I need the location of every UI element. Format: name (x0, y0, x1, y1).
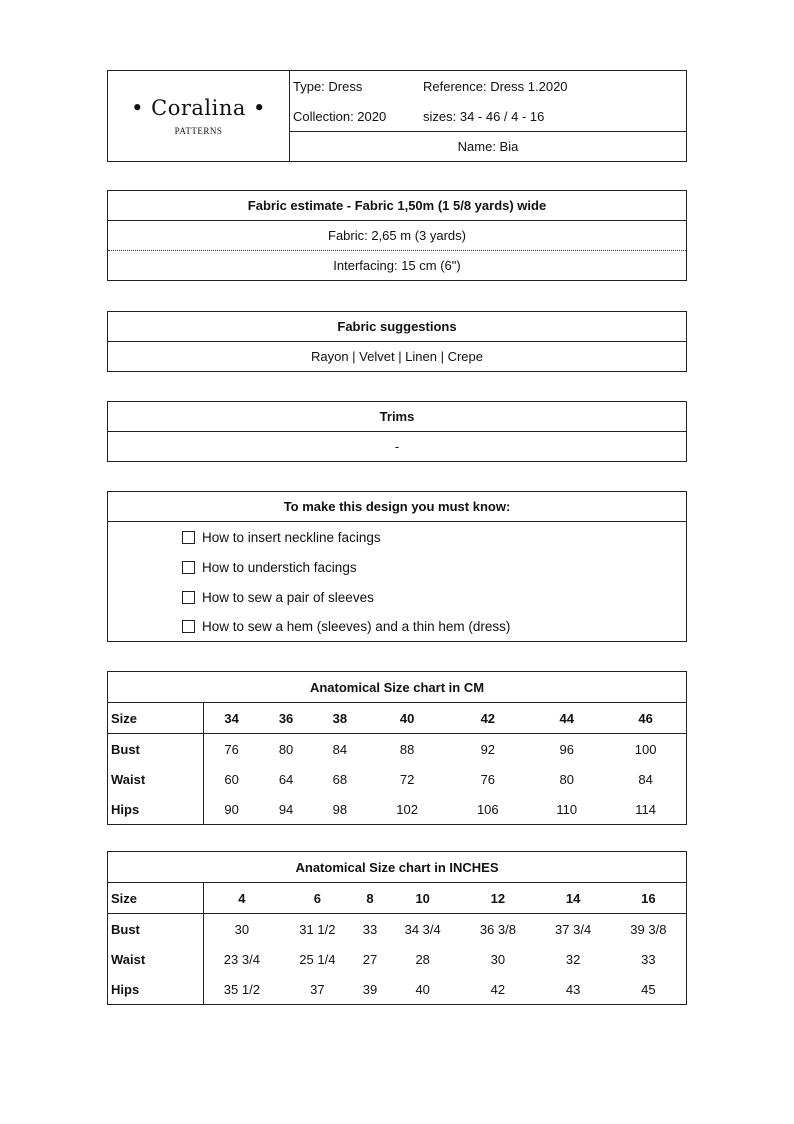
size-cell: 6 (280, 883, 355, 914)
table-row (108, 764, 686, 794)
waist-cell: 33 (641, 951, 656, 967)
row-label: Bust (108, 734, 204, 765)
trims-section (107, 401, 687, 462)
size-cell: 38 (313, 703, 367, 734)
skill-label: How to sew a hem (sleeves) and a thin hem (dress) (202, 619, 511, 634)
waist-cell: 84 (638, 771, 653, 787)
bust-cell: 84 (332, 741, 348, 757)
bust-cell: 34 3/4 (404, 921, 441, 937)
size-cell: 34 (204, 703, 260, 734)
bust-cell: 76 (224, 741, 239, 757)
fabric-suggestions-list: Rayon | Velvet | Linen | Crepe (310, 349, 483, 364)
hips-cell: 42 (490, 981, 506, 997)
table-row (108, 914, 686, 945)
waist-cell: 28 (415, 951, 430, 967)
row-label: Hips (108, 794, 204, 824)
bust-cell: 36 3/8 (479, 921, 516, 937)
size-cell: 36 (259, 703, 313, 734)
waist-cell: 25 1/4 (299, 951, 336, 967)
header-details (290, 71, 686, 132)
hips-cell: 39 (362, 981, 378, 997)
skill-item[interactable] (108, 522, 686, 552)
checkbox-icon[interactable] (182, 620, 195, 633)
pattern-header (107, 70, 687, 162)
fabric-suggestions-title: Fabric suggestions (108, 312, 686, 342)
waist-cell: 30 (490, 951, 506, 967)
skills-section (107, 491, 687, 642)
bust-cell: 100 (634, 741, 657, 757)
size-cell: 42 (447, 703, 528, 734)
size-chart-inches-table (108, 883, 686, 1004)
row-label: Bust (108, 914, 204, 945)
skill-label: How to understich facings (202, 559, 357, 575)
name-field: Name: Bia (457, 139, 519, 154)
waist-cell: 32 (565, 951, 581, 967)
skill-label: How to sew a pair of sleeves (202, 589, 374, 605)
type-field: Type: Dress (293, 79, 363, 94)
size-cell: 12 (460, 883, 535, 914)
brand-logo (108, 71, 290, 161)
waist-cell: 23 3/4 (223, 951, 260, 967)
hips-cell: 35 1/2 (223, 981, 260, 997)
skills-title: To make this design you must know: (108, 492, 686, 522)
hips-cell: 94 (278, 801, 294, 817)
table-row (108, 794, 686, 824)
row-label: Size (108, 703, 204, 734)
bust-cell: 96 (559, 741, 574, 757)
collection-field: Collection: 2020 (293, 109, 387, 124)
size-chart-cm-title: Anatomical Size chart in CM (108, 672, 686, 703)
hips-cell: 40 (415, 981, 430, 997)
table-row (108, 703, 686, 734)
row-label: Size (108, 883, 204, 914)
row-label: Waist (108, 944, 204, 974)
waist-cell: 27 (362, 951, 378, 967)
size-chart-inches (107, 851, 687, 1005)
bust-cell: 31 1/2 (299, 921, 336, 937)
skill-label: How to insert neckline facings (202, 529, 381, 545)
size-cell: 16 (611, 883, 686, 914)
trims-title: Trims (108, 402, 686, 432)
table-row (108, 974, 686, 1004)
waist-cell: 68 (332, 771, 348, 787)
size-cell: 44 (528, 703, 605, 734)
checkbox-icon[interactable] (182, 591, 195, 604)
fabric-estimate-title: Fabric estimate - Fabric 1,50m (1 5/8 yards) wide (108, 191, 686, 221)
bust-cell: 39 3/8 (630, 921, 667, 937)
brand-name: • Coralina • (131, 96, 266, 120)
size-cell: 14 (536, 883, 611, 914)
fabric-estimate-section (107, 190, 687, 281)
table-row (108, 883, 686, 914)
hips-cell: 102 (396, 801, 418, 817)
table-row (108, 944, 686, 974)
size-cell: 10 (385, 883, 460, 914)
size-chart-inches-title: Anatomical Size chart in INCHES (108, 852, 686, 883)
hips-cell: 45 (641, 981, 656, 997)
size-cell: 8 (355, 883, 385, 914)
sizes-field: sizes: 34 - 46 / 4 - 16 (423, 109, 545, 124)
hips-cell: 114 (635, 801, 656, 817)
fabric-suggestions-section (107, 311, 687, 372)
skill-item[interactable] (108, 582, 686, 612)
size-cell: 4 (204, 883, 280, 914)
hips-cell: 106 (476, 801, 499, 817)
reference-field: Reference: Dress 1.2020 (423, 79, 568, 94)
bust-cell: 88 (399, 741, 415, 757)
table-row (108, 734, 686, 765)
hips-cell: 37 (310, 981, 325, 997)
skill-item[interactable] (108, 552, 686, 582)
checkbox-icon[interactable] (182, 561, 195, 574)
waist-cell: 80 (559, 771, 574, 787)
waist-cell: 72 (399, 771, 415, 787)
hips-cell: 43 (565, 981, 581, 997)
skill-item[interactable] (108, 612, 686, 641)
bust-cell: 33 (362, 921, 378, 937)
header-info (290, 71, 686, 161)
size-chart-cm-table (108, 703, 686, 824)
bust-cell: 30 (234, 921, 250, 937)
size-cell: 46 (605, 703, 686, 734)
waist-cell: 64 (278, 771, 294, 787)
fabric-amount: Fabric: 2,65 m (3 yards) (108, 221, 686, 251)
brand-subtitle: PATTERNS (174, 126, 223, 136)
bust-cell: 92 (480, 741, 496, 757)
hips-cell: 110 (556, 801, 578, 817)
checkbox-icon[interactable] (182, 531, 195, 544)
size-cell: 40 (367, 703, 448, 734)
interfacing-amount: Interfacing: 15 cm (6") (333, 258, 461, 273)
trims-value: - (394, 439, 400, 454)
bust-cell: 80 (278, 741, 294, 757)
waist-cell: 60 (224, 771, 239, 787)
hips-cell: 98 (332, 801, 348, 817)
row-label: Hips (108, 974, 204, 1004)
size-chart-cm (107, 671, 687, 825)
bust-cell: 37 3/4 (555, 921, 592, 937)
row-label: Waist (108, 764, 204, 794)
hips-cell: 90 (224, 801, 239, 817)
waist-cell: 76 (480, 771, 496, 787)
